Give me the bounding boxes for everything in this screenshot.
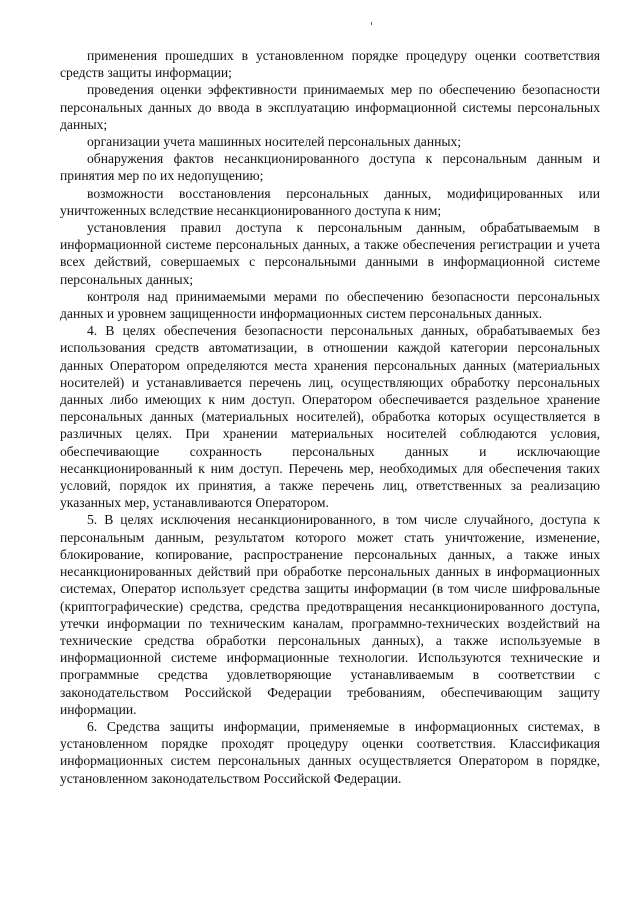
list-item-access-rules: установления правил доступа к персональным данным, обрабатываемым в информационной системе персональных данных, а также обеспечения регистрации и учета всех действий, совершаемых с персональными данными в информационной системе персональных данных; bbox=[60, 220, 600, 287]
list-item-unauthorized-access-detection: обнаружения фактов несанкционированного доступа к персональным данным и принятия мер по их недопущению; bbox=[60, 151, 600, 184]
list-item-certified-protection: применения прошедших в установленном порядке процедуру оценки соответствия средств защиты информации; bbox=[60, 48, 600, 81]
list-item-security-control: контроля над принимаемыми мерами по обеспечению безопасности персональных данных и уровнем защищенности информационных систем персональных данных. bbox=[60, 288, 600, 322]
scan-speck bbox=[371, 22, 372, 25]
list-item-data-recovery: возможности восстановления персональных данных, модифицированных или уничтоженных вследствие несанкционированного доступа к ним; bbox=[60, 185, 600, 218]
section-4-paragraph: 4. В целях обеспечения безопасности персональных данных, обрабатываемых без использования средств автоматизации, в отношении каждой категории персональных данных Оператором определяются места хранения персональных данных (материальных носителей) и устанавливается перечень лиц, осуществляющих обработку персональных данных либо имеющих к ним доступ. Оператором обеспечивается раздельное хранение персональных данных (материальных носителей), обработка которых осуществляется в различных целях. При хранении материальных носителей соблюдаются условия, обеспечивающие сохранность персональных данных и исключающие несанкционированный к ним доступ. Перечень мер, необходимых для обеспечения таких условий, порядок их принятия, а также перечень лиц, ответственных за реализацию указанных мер, устанавливаются Оператором. bbox=[60, 323, 600, 511]
document-text bbox=[60, 47, 600, 787]
list-item-media-accounting: организации учета машинных носителей персональных данных; bbox=[87, 134, 462, 150]
section-6-paragraph: 6. Средства защиты информации, применяемые в информационных системах, в установленном порядке проходят процедуру оценки соответствия. Классификация информационных систем персональных данных осуществляется Оператором в порядке, установленном законодательством Российской Федерации. bbox=[60, 718, 600, 786]
section-5-paragraph: 5. В целях исключения несанкционированного, в том числе случайного, доступа к персональным данным, результатом которого может стать уничтожение, изменение, блокирование, копирование, распространение персональных данных, а также иных несанкционированных действий при обработке персональных данных в информационных системах, Оператор использует средства защиты информации (в том числе шифровальные (криптографические) средства, средства предотвращения несанкционированного доступа, утечки информации по техническим каналам, программно-технических воздействий на технические средства обработки персональных данных), а также используемые в информационной системе информационные технологии. Используются технические и программные средства удовлетворяющие устанавливаемым в соответствии с законодательством Российской Федерации требованиям, обеспечивающим защиту информации. bbox=[60, 512, 600, 717]
list-item-efficiency-assessment: проведения оценки эффективности принимаемых мер по обеспечению безопасности персональных данных до ввода в эксплуатацию информационной системы персональных данных; bbox=[60, 82, 600, 132]
